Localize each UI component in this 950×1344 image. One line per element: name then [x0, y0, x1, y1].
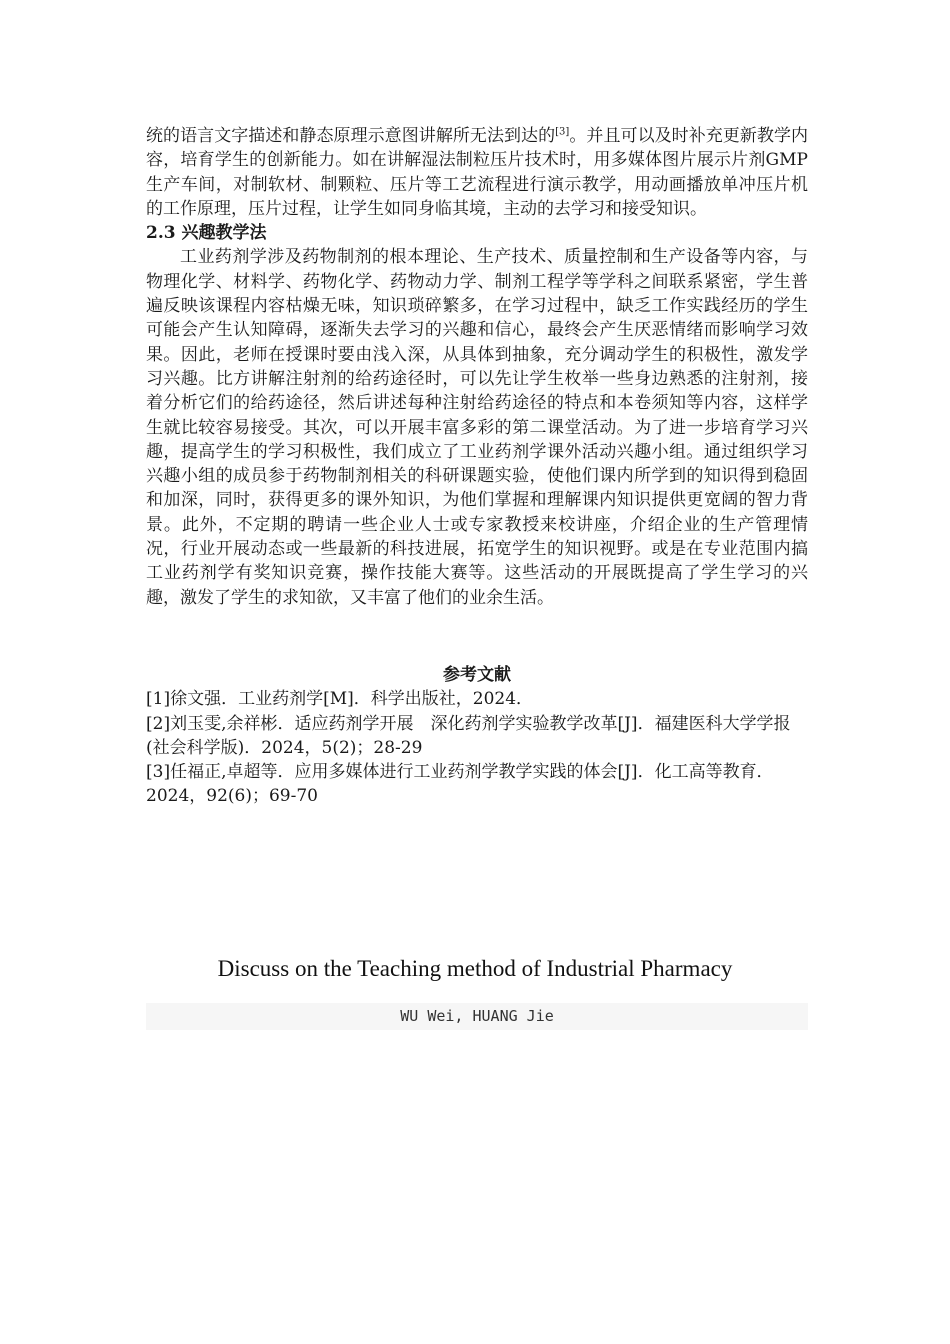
main-content: [146, 124, 808, 809]
section-paragraph: 工业药剂学涉及药物制剂的根本理论、生产技术、质量控制和生产设备等内容，与物理化学、材料学、药物化学、药物动力学、制剂工程学等学科之间联系紧密，学生普遍反映该课程内容枯燥无味，知识琐碎繁多，在学习过程中，缺乏工作实践经历的学生可能会产生认知障碍，逐渐失去学习的兴趣和信心，最终会产生厌恶情绪而影响学习效果。因此，老师在授课时要由浅入深，从具体到抽象，充分调动学生的积极性，激发学习兴趣。比方讲解注射剂的给药途径时，可以先让学生枚举一些身边熟悉的注射剂，接着分析它们的给药途径，然后讲述每种注射给药途径的特点和本卷须知等内容，这样学生就比较容易接受。其次，可以开展丰富多彩的第二课堂活动。为了进一步培育学习兴趣，提高学生的学习积极性，我们成立了工业药剂学课外活动兴趣小组。通过组织学习兴趣小组的成员参于药物制剂相关的科研课题实验，使他们课内所学到的知识得到稳固和加深，同时，获得更多的课外知识，为他们掌握和理解课内知识提供更宽阔的智力背景。此外，不定期的聘请一些企业人士或专家教授来校讲座，介绍企业的生产管理情况，行业开展动态或一些最新的科技进展，拓宽学生的知识视野。或是在专业范围内搞工业药剂学有奖知识竞赛，操作技能大赛等。这些活动的开展既提高了学生学习的兴趣，激发了学生的求知欲，又丰富了他们的业余生活。: [146, 247, 808, 608]
reference-item-1: [1]徐文强．工业药剂学[M]．科学出版社，2024．: [146, 689, 534, 710]
intro-text-part1: 统的语言文字描述和静态原理示意图讲解所无法到达的: [146, 126, 556, 146]
intro-paragraph: [146, 124, 808, 221]
reference-list: [146, 687, 808, 808]
citation-marker: [3]: [555, 126, 570, 138]
english-title: Discuss on the Teaching method of Industrial Pharmacy: [217, 956, 733, 981]
references-heading: 参考文献: [443, 664, 511, 685]
reference-item-2: [2]刘玉雯,余祥彬．适应药剂学开展 深化药剂学实验教学改革[J]．福建医科大学学报(社会科学版)．2024，5(2)；28-29: [146, 713, 791, 758]
reference-item-3: [3]任福正,卓超等．应用多媒体进行工业药剂学教学实践的体会[J]．化工高等教育．2024，92(6)；69-70: [146, 762, 774, 807]
intro-text-part2: 。并且可以及时补充更新教学内容，培育学生的创新能力。如在讲解湿法制粒压片技术时，用多媒体图片展示片剂GMP生产车间，对制软材、制颗粒、压片等工艺流程进行演示教学，用动画播放单冲压片机的工作原理，压片过程，让学生如同身临其境，主动的去学习和接受知识。: [146, 126, 809, 219]
english-authors: WU Wei, HUANG Jie: [146, 1003, 808, 1030]
section-heading: 2.3 兴趣教学法: [146, 223, 267, 244]
